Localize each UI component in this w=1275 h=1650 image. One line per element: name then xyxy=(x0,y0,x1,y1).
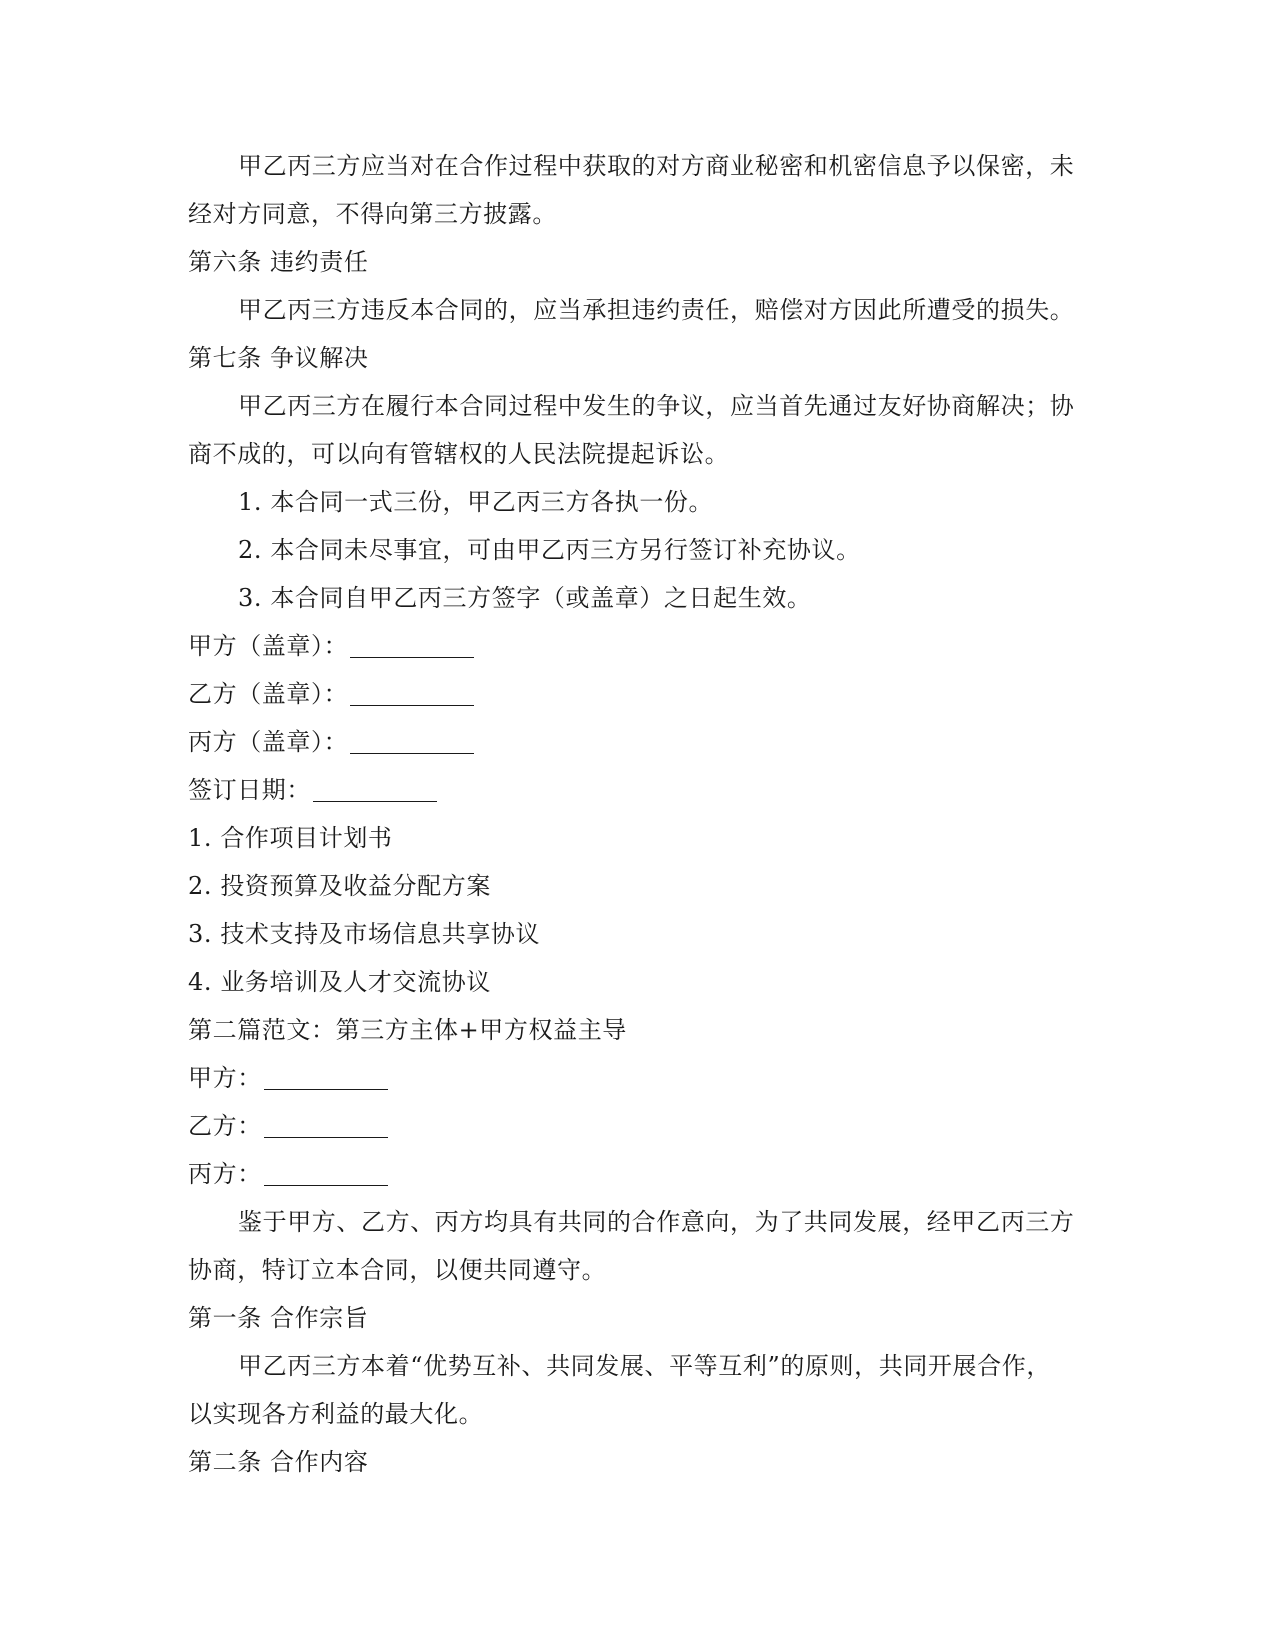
text-line xyxy=(188,478,1088,526)
line-text: 甲乙丙三方违反本合同的，应当承担违约责任，赔偿对方因此所遭受的损失。 xyxy=(238,296,1075,324)
text-line xyxy=(188,334,1088,382)
line-text: 第二条 合作内容 xyxy=(188,1448,369,1476)
line-text: 1. 合作项目计划书 xyxy=(188,824,393,852)
line-text: 商不成的，可以向有管辖权的人民法院提起诉讼。 xyxy=(188,440,730,468)
fill-in-blank xyxy=(313,775,437,802)
fill-in-blank xyxy=(350,631,474,658)
line-text: 2. 投资预算及收益分配方案 xyxy=(188,872,491,900)
line-text: 第一条 合作宗旨 xyxy=(188,1304,369,1332)
line-text: 鉴于甲方、乙方、丙方均具有共同的合作意向，为了共同发展，经甲乙丙三方 xyxy=(238,1208,1075,1236)
text-line xyxy=(188,1342,1088,1390)
text-line xyxy=(188,430,1088,478)
text-line xyxy=(188,1438,1088,1486)
line-text: 2. 本合同未尽事宜，可由甲乙丙三方另行签订补充协议。 xyxy=(238,536,861,564)
line-text: 甲乙丙三方本着“优势互补、共同发展、平等互利”的原则，共同开展合作， xyxy=(238,1352,1051,1380)
text-line xyxy=(188,526,1088,574)
line-text: 第六条 违约责任 xyxy=(188,248,369,276)
signature-label: 丙方（盖章）： xyxy=(188,728,349,756)
line-text: 4. 业务培训及人才交流协议 xyxy=(188,968,491,996)
signature-line xyxy=(188,1054,1088,1102)
text-line xyxy=(188,814,1088,862)
signature-label: 甲方： xyxy=(188,1064,262,1092)
text-line xyxy=(188,382,1088,430)
text-line xyxy=(188,238,1088,286)
text-line xyxy=(188,1246,1088,1294)
text-line xyxy=(188,1006,1088,1054)
signature-label: 丙方： xyxy=(188,1160,262,1188)
fill-in-blank xyxy=(350,679,474,706)
line-text: 甲乙丙三方应当对在合作过程中获取的对方商业秘密和机密信息予以保密，未 xyxy=(238,152,1075,180)
line-text: 3. 本合同自甲乙丙三方签字（或盖章）之日起生效。 xyxy=(238,584,812,612)
text-line xyxy=(188,574,1088,622)
line-text: 1. 本合同一式三份，甲乙丙三方各执一份。 xyxy=(238,488,714,516)
signature-line xyxy=(188,1102,1088,1150)
text-line xyxy=(188,190,1088,238)
fill-in-blank xyxy=(264,1159,388,1186)
text-line xyxy=(188,862,1088,910)
signature-label: 甲方（盖章）： xyxy=(188,632,349,660)
line-text: 甲乙丙三方在履行本合同过程中发生的争议，应当首先通过友好协商解决；协 xyxy=(238,392,1075,420)
text-line xyxy=(188,286,1088,334)
fill-in-blank xyxy=(264,1111,388,1138)
line-text: 以实现各方利益的最大化。 xyxy=(188,1400,484,1428)
text-line xyxy=(188,1198,1088,1246)
fill-in-blank xyxy=(264,1063,388,1090)
signature-label: 乙方（盖章）： xyxy=(188,680,349,708)
line-text: 第七条 争议解决 xyxy=(188,344,369,372)
signature-line xyxy=(188,670,1088,718)
text-line xyxy=(188,958,1088,1006)
line-text: 经对方同意，不得向第三方披露。 xyxy=(188,200,557,228)
line-text: 第二篇范文：第三方主体+甲方权益主导 xyxy=(188,1016,627,1044)
signature-label: 签订日期： xyxy=(188,776,311,804)
signature-label: 乙方： xyxy=(188,1112,262,1140)
signature-line xyxy=(188,766,1088,814)
signature-line xyxy=(188,1150,1088,1198)
line-text: 协商，特订立本合同，以便共同遵守。 xyxy=(188,1256,607,1284)
text-line xyxy=(188,1294,1088,1342)
text-line xyxy=(188,910,1088,958)
signature-line xyxy=(188,622,1088,670)
text-line xyxy=(188,142,1088,190)
text-line xyxy=(188,1390,1088,1438)
fill-in-blank xyxy=(350,727,474,754)
line-text: 3. 技术支持及市场信息共享协议 xyxy=(188,920,541,948)
document-body xyxy=(188,142,1088,1486)
signature-line xyxy=(188,718,1088,766)
